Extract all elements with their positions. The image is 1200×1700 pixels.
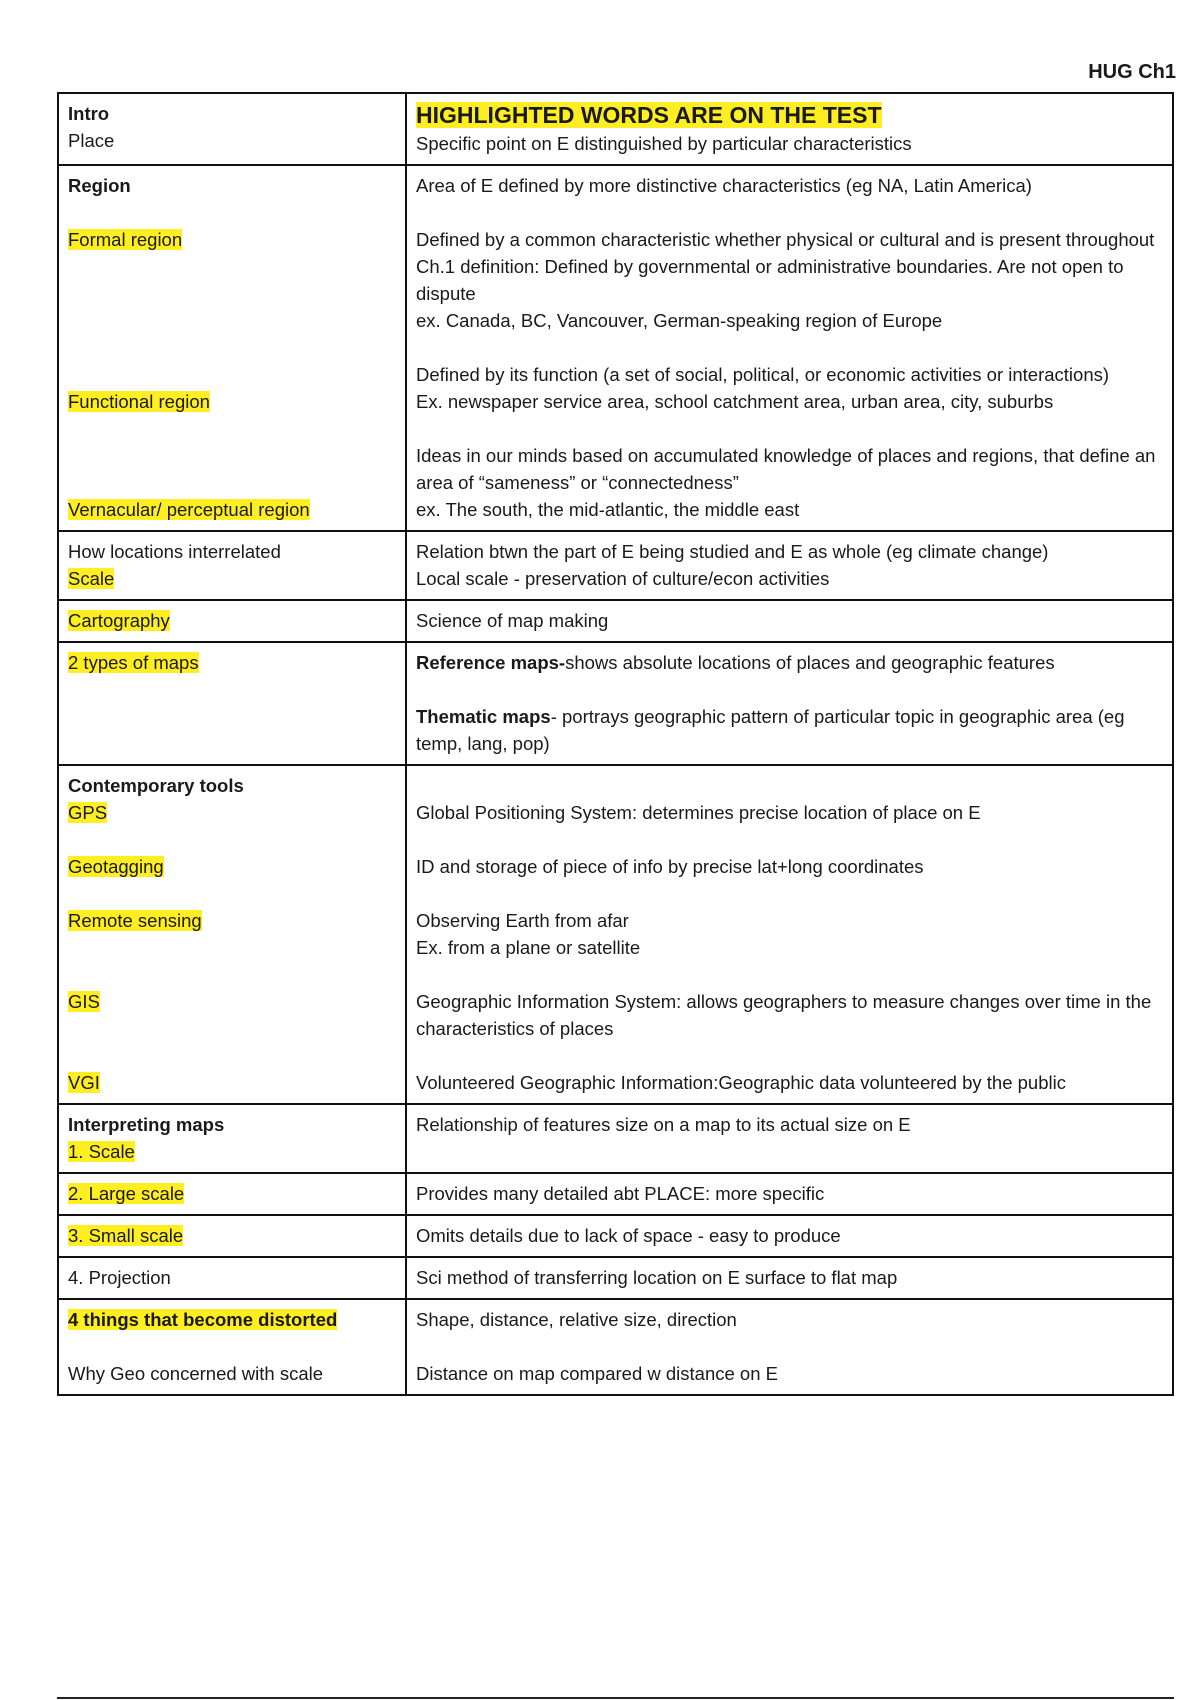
test-notice-heading: HIGHLIGHTED WORDS ARE ON THE TEST <box>416 102 882 128</box>
term: Place <box>68 130 115 151</box>
definition <box>416 703 1163 757</box>
highlighted-term: Geotagging <box>68 856 164 877</box>
table-row <box>58 93 1173 165</box>
highlighted-term: 3. Small scale <box>68 1225 184 1246</box>
highlighted-term: Vernacular/ perceptual region <box>68 499 310 520</box>
definition: Area of E defined by more distinctive characteristics (eg NA, Latin America) <box>416 175 1032 196</box>
definition: Relationship of features size on a map to its actual size on E <box>416 1114 911 1135</box>
section-heading: Contemporary tools <box>68 775 244 796</box>
definition-cell <box>406 642 1173 765</box>
definition: Ch.1 definition: Defined by governmental or administrative boundaries. Are not open to dispute <box>416 256 1124 304</box>
definition: Local scale - preservation of culture/econ activities <box>416 568 830 589</box>
definition: Science of map making <box>416 610 609 631</box>
highlighted-term: Remote sensing <box>68 910 202 931</box>
definition: Ideas in our minds based on accumulated knowledge of places and regions, that define an area of “sameness” or “connectedness” <box>416 445 1156 493</box>
definition: ex. Canada, BC, Vancouver, German-speaking region of Europe <box>416 310 943 331</box>
definition: Sci method of transferring location on E surface to flat map <box>416 1267 898 1288</box>
term-cell <box>58 1257 406 1299</box>
definition: Specific point on E distinguished by particular characteristics <box>416 133 912 154</box>
term-cell <box>58 765 406 1104</box>
term-cell <box>58 531 406 600</box>
table-row <box>58 1215 1173 1257</box>
table-row <box>58 600 1173 642</box>
notes-table <box>57 92 1174 1396</box>
highlighted-term: GIS <box>68 991 100 1012</box>
highlighted-term: 4 things that become distorted <box>68 1309 338 1330</box>
term-cell <box>58 1299 406 1395</box>
definition-text: shows absolute locations of places and geographic features <box>565 652 1055 673</box>
term: How locations interrelated <box>68 541 281 562</box>
definition-cell <box>406 93 1173 165</box>
table-row <box>58 765 1173 1104</box>
definition: ID and storage of piece of info by precise lat+long coordinates <box>416 856 924 877</box>
highlighted-term: Functional region <box>68 391 210 412</box>
definition: Defined by its function (a set of social, political, or economic activities or interactions) <box>416 364 1110 385</box>
document-title: HUG Ch1 <box>1088 61 1176 83</box>
definition: Global Positioning System: determines precise location of place on E <box>416 802 981 823</box>
table-row <box>58 1257 1173 1299</box>
highlighted-term: GPS <box>68 802 108 823</box>
table-row <box>58 531 1173 600</box>
highlighted-term: 1. Scale <box>68 1141 135 1162</box>
term-cell <box>58 165 406 531</box>
definition-cell <box>406 1104 1173 1173</box>
definition-cell <box>406 1173 1173 1215</box>
definition-cell <box>406 1257 1173 1299</box>
definition: Omits details due to lack of space - easy to produce <box>416 1225 841 1246</box>
definition-cell <box>406 531 1173 600</box>
table-row <box>58 1104 1173 1173</box>
definition-cell <box>406 1215 1173 1257</box>
definition: Shape, distance, relative size, direction <box>416 1309 737 1330</box>
footer-divider <box>57 1697 1174 1699</box>
label: Thematic maps <box>416 706 551 727</box>
definition: Relation btwn the part of E being studied and E as whole (eg climate change) <box>416 541 1049 562</box>
definition: Geographic Information System: allows geographers to measure changes over time in the characteristics of places <box>416 991 1152 1039</box>
highlighted-term: 2. Large scale <box>68 1183 185 1204</box>
definition: Distance on map compared w distance on E <box>416 1363 778 1384</box>
highlighted-term: Scale <box>68 568 115 589</box>
term: 4. Projection <box>68 1267 171 1288</box>
definition: Defined by a common characteristic whether physical or cultural and is present throughout <box>416 229 1155 250</box>
highlighted-term: VGI <box>68 1072 100 1093</box>
definition-cell <box>406 600 1173 642</box>
definition: Provides many detailed abt PLACE: more specific <box>416 1183 825 1204</box>
term-cell <box>58 1215 406 1257</box>
definition-cell <box>406 765 1173 1104</box>
term-cell <box>58 1104 406 1173</box>
section-heading: Interpreting maps <box>68 1114 225 1135</box>
definition-text: - portrays geographic pattern of particular topic in geographic area (eg temp, lang, pop) <box>416 706 1125 754</box>
term: Why Geo concerned with scale <box>68 1363 324 1384</box>
term-cell <box>58 642 406 765</box>
definition: Ex. from a plane or satellite <box>416 937 641 958</box>
highlighted-term: Cartography <box>68 610 170 631</box>
table-row <box>58 1173 1173 1215</box>
section-heading: Region <box>68 175 131 196</box>
term-cell <box>58 600 406 642</box>
highlighted-term: 2 types of maps <box>68 652 199 673</box>
term-cell <box>58 1173 406 1215</box>
term-cell <box>58 93 406 165</box>
definition: Volunteered Geographic Information:Geographic data volunteered by the public <box>416 1072 1066 1093</box>
definition: ex. The south, the mid-atlantic, the middle east <box>416 499 800 520</box>
table-row <box>58 1299 1173 1395</box>
table-row <box>58 642 1173 765</box>
definition <box>416 649 1163 676</box>
definition-cell <box>406 1299 1173 1395</box>
label: Reference maps- <box>416 652 566 673</box>
definition: Ex. newspaper service area, school catchment area, urban area, city, suburbs <box>416 391 1054 412</box>
table-row <box>58 165 1173 531</box>
section-heading: Intro <box>68 103 110 124</box>
definition-cell <box>406 165 1173 531</box>
definition: Observing Earth from afar <box>416 910 629 931</box>
highlighted-term: Formal region <box>68 229 183 250</box>
